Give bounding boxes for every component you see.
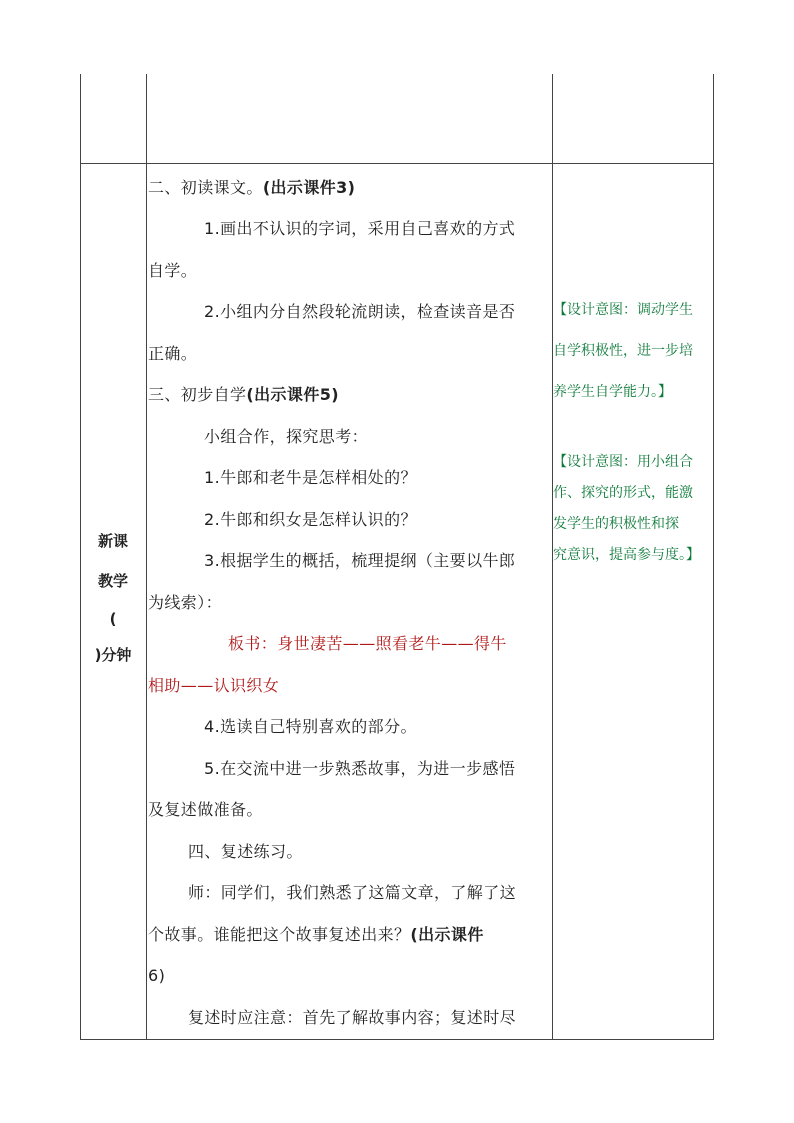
section-label-line4: )分钟 <box>94 646 132 664</box>
paragraph: 自学。 <box>148 261 198 280</box>
section-label <box>80 530 146 666</box>
paragraph: 2.小组内分自然段轮流朗读，检查读音是否 <box>204 302 516 321</box>
design-note-1: 【设计意图：调动学生 自学积极性，进一步培 养学生自学能力。】 <box>553 302 693 400</box>
question-item: 2.牛郎和织女是怎样认识的？ <box>204 510 417 529</box>
table-border-bottom <box>80 1039 714 1040</box>
question-item: 3.根据学生的概括，梳理提纲（主要以牛郎 <box>204 551 516 570</box>
courseware-ref: (出示课件5) <box>246 385 339 404</box>
section-label-line3: ( <box>109 610 117 628</box>
courseware-ref: (出示课件 <box>410 925 484 944</box>
paragraph: 正确。 <box>148 344 198 363</box>
question-item: 4.选读自己特别喜欢的部分。 <box>204 717 417 736</box>
question-item: 及复述做准备。 <box>148 800 263 819</box>
courseware-ref: (出示课件3) <box>262 178 356 197</box>
paragraph: 小组合作，探究思考： <box>204 427 369 446</box>
paragraph: 6) <box>148 966 166 985</box>
paragraph: 1.画出不认识的字词，采用自己喜欢的方式 <box>204 219 516 238</box>
section-label-line2: 教学 <box>97 572 128 590</box>
question-item: 1.牛郎和老牛是怎样相处的？ <box>204 468 417 487</box>
question-item: 为线索）： <box>148 593 223 612</box>
paragraph: 个故事。谁能把这个故事复述出来？(出示课件 <box>148 925 484 944</box>
table-divider-label <box>146 74 147 1040</box>
design-note-2: 【设计意图：用小组合 作、探究的形式，能激 发学生的积极性和探 究意识，提高参与度。】 <box>553 454 700 563</box>
section-label-line1: 新课 <box>97 532 128 550</box>
section2-heading: 二、初读课文。(出示课件3) <box>148 178 356 197</box>
section4-heading: 四、复述练习。 <box>188 842 303 861</box>
lesson-content <box>148 166 552 1038</box>
question-item: 5.在交流中进一步熟悉故事，为进一步感悟 <box>204 759 516 778</box>
board-writing: 相助——认识织女 <box>148 676 280 695</box>
paragraph: 复述时应注意：首先了解故事内容；复述时尽 <box>188 1008 517 1027</box>
paragraph: 师：同学们，我们熟悉了这篇文章，了解了这 <box>188 883 517 902</box>
section3-heading: 三、初步自学(出示课件5) <box>148 385 339 404</box>
board-writing: 板书：身世凄苦——照看老牛——得牛 <box>228 634 507 653</box>
table-row-divider <box>80 163 714 164</box>
